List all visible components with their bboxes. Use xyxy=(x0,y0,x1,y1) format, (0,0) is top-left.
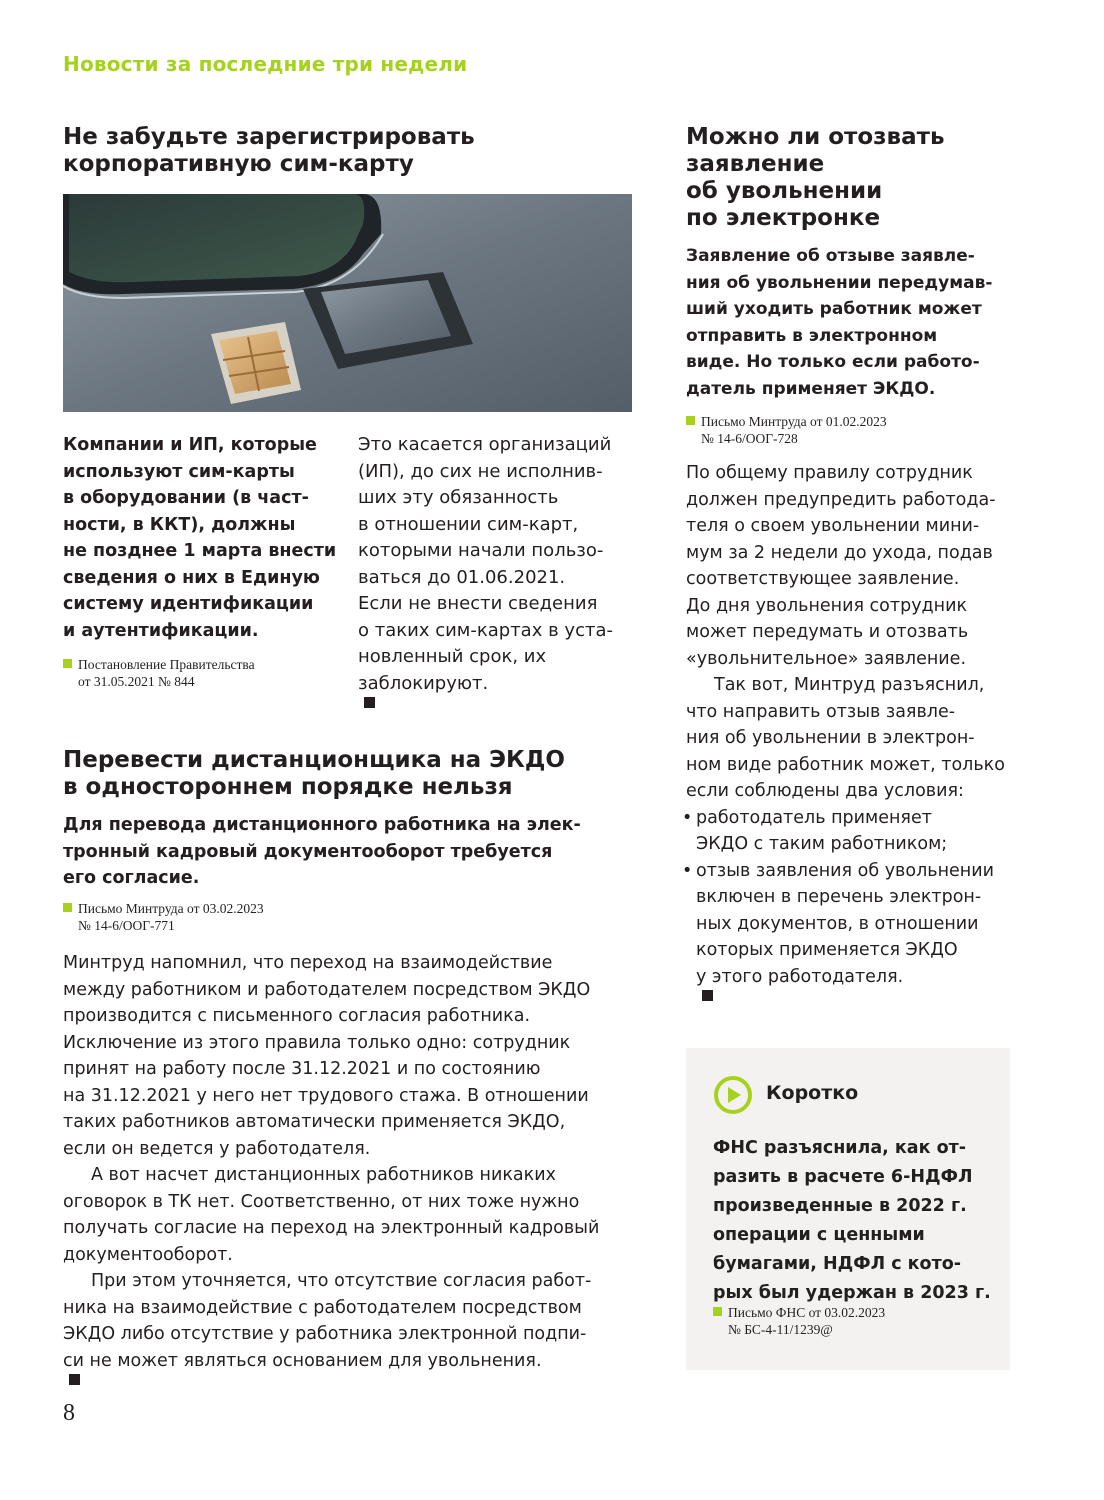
dismissal-article-title xyxy=(686,124,945,232)
lead-line: Для перевода дистанционного работника на элек- xyxy=(63,815,581,835)
green-square-icon xyxy=(686,416,695,425)
body-line: которыми начали пользо- xyxy=(358,540,604,561)
body-line: До дня увольнения сотрудник xyxy=(686,595,968,616)
lead-line: и аутентификации. xyxy=(63,620,259,641)
body-line: что направить отзыв заявле- xyxy=(686,701,956,722)
end-of-article-mark xyxy=(702,990,713,1001)
dismissal-reference xyxy=(686,413,887,447)
page-number: 8 xyxy=(63,1400,75,1426)
ekdo-body xyxy=(63,950,599,1385)
lead-line: виде. Но только если работо- xyxy=(686,352,980,372)
title-line: Не забудьте зарегистрировать xyxy=(63,124,475,150)
body-line: на 31.12.2021 у него нет трудового стажа. В отношении xyxy=(63,1085,589,1106)
body-line: По общему правилу сотрудник xyxy=(686,463,973,483)
lead-line: его согласие. xyxy=(63,868,200,888)
body-line: Исключение из этого правила только одно: сотрудник xyxy=(63,1032,571,1053)
short-box-reference xyxy=(713,1304,885,1338)
lead-line: Компании и ИП, которые xyxy=(63,435,317,455)
body-line: может передумать и отозвать xyxy=(686,622,969,642)
title-line: по электронке xyxy=(686,205,881,231)
body-line-last xyxy=(63,1348,599,1386)
body-line: ваться до 01.06.2021. xyxy=(358,566,566,588)
short-news-box xyxy=(686,1048,1010,1370)
reference-line: № БС-4-11/1239@ xyxy=(728,1322,833,1337)
end-of-article-mark xyxy=(364,697,375,708)
body-line: включен в перечень электрон- xyxy=(696,887,982,907)
lead-line: ния об увольнении передумав- xyxy=(686,272,993,293)
green-square-icon xyxy=(63,903,72,912)
body-line: получать согласие на переход на электронный кадровый xyxy=(63,1218,600,1238)
sim-body xyxy=(358,432,613,708)
text-line: произведенные в 2022 г. xyxy=(713,1196,967,1216)
body-line: Так вот, Минтруд разъяснил, xyxy=(714,675,985,695)
reference-line: Письмо Минтруда от 01.02.2023 xyxy=(701,414,887,429)
body-line-last xyxy=(358,671,613,709)
body-line: таких работников автоматически применяется ЭКДО, xyxy=(63,1112,566,1132)
reference-line: № 14-6/ООГ-771 xyxy=(78,918,175,933)
ekdo-article-title xyxy=(63,747,565,801)
title-line: Можно ли отозвать xyxy=(686,124,945,150)
body-line: А вот насчет дистанционных работников никаких xyxy=(91,1165,556,1185)
body-line-last xyxy=(686,964,1005,1002)
body-line: у этого работодателя. xyxy=(696,966,904,987)
reference-line: Письмо Минтруда от 03.02.2023 xyxy=(78,901,264,916)
title-line: корпоративную сим-карту xyxy=(63,151,414,177)
text-line: бумагами, НДФЛ с кото- xyxy=(713,1254,962,1274)
body-line: ном виде работник может, только xyxy=(686,754,1005,775)
text-line: рых был удержан в 2023 г. xyxy=(713,1283,991,1303)
body-line: ЭКДО с таким работником; xyxy=(696,834,948,854)
body-line: ния об увольнении в электрон- xyxy=(686,728,975,748)
body-line: «увольнительное» заявление. xyxy=(686,648,967,669)
reference-line: № 14-6/ООГ-728 xyxy=(701,431,798,446)
body-line: соответствующее заявление. xyxy=(686,569,960,589)
body-line: новленный срок, их xyxy=(358,646,547,667)
body-line: ЭКДО либо отсутствие у работника электронной подпи- xyxy=(63,1324,587,1344)
bullet-item: • работодатель применяет xyxy=(682,805,1005,832)
sim-article-title xyxy=(63,124,475,178)
text-line: ФНС разъяснила, как от- xyxy=(713,1138,967,1158)
lead-line: не позднее 1 марта внести xyxy=(63,541,337,561)
body-line: о таких сим-картах в уста- xyxy=(358,619,613,641)
title-line: заявление xyxy=(686,151,825,177)
body-line: ших эту обязанность xyxy=(358,487,559,508)
lead-line: ший уходить работник может xyxy=(686,299,982,319)
body-line: если соблюдены два условия: xyxy=(686,781,964,801)
lead-line: тронный кадровый документооборот требуется xyxy=(63,841,553,862)
sim-card-photo xyxy=(63,194,632,412)
body-line: Минтруд напомнил, что переход на взаимодействие xyxy=(63,953,553,973)
title-line: в одностороннем порядке нельзя xyxy=(63,774,513,800)
sim-reference xyxy=(63,656,255,690)
body-line: если он ведется у работодателя. xyxy=(63,1138,371,1159)
lead-line: ности, в ККТ), должны xyxy=(63,514,296,535)
body-line: в отношении сим-карт, xyxy=(358,513,579,535)
reference-line: Письмо ФНС от 03.02.2023 xyxy=(728,1305,886,1320)
body-line: теля о своем увольнении мини- xyxy=(686,516,980,536)
ekdo-lead xyxy=(63,812,581,892)
dismissal-lead xyxy=(686,243,992,402)
end-of-article-mark xyxy=(69,1374,80,1385)
title-line: Перевести дистанционщика на ЭКДО xyxy=(63,747,565,773)
body-line: которых применяется ЭКДО xyxy=(696,940,958,960)
body-line: Если не внести сведения xyxy=(358,593,598,614)
body-line: си не может являться основанием для увольнения. xyxy=(63,1350,542,1371)
green-square-icon xyxy=(63,659,72,668)
title-line: об увольнении xyxy=(686,178,883,204)
body-line: документооборот. xyxy=(63,1244,233,1265)
body-line: производится с письменного согласия работника. xyxy=(63,1006,531,1026)
body-line: мум за 2 недели до ухода, подав xyxy=(686,542,993,563)
sim-tray-illustration xyxy=(63,194,632,412)
green-square-icon xyxy=(713,1307,722,1316)
lead-line: сведения о них в Единую xyxy=(63,567,320,588)
short-box-label: Коротко xyxy=(766,1082,859,1104)
body-line: ника на взаимодействие с работодателем посредством xyxy=(63,1297,582,1318)
text-line: операции с ценными xyxy=(713,1225,925,1245)
reference-line: от 31.05.2021 № 844 xyxy=(78,674,195,689)
body-line: Это касается организаций xyxy=(358,434,612,455)
lead-line: отправить в электронном xyxy=(686,325,938,346)
bullet-item: • отзыв заявления об увольнении xyxy=(682,858,1005,885)
body-line: заблокируют. xyxy=(358,672,489,694)
text-line: разить в расчете 6-НДФЛ xyxy=(713,1167,973,1187)
lead-line: используют сим-карты xyxy=(63,461,295,482)
reference-line: Постановление Правительства xyxy=(78,657,255,672)
short-box-text xyxy=(713,1134,991,1308)
sim-lead xyxy=(63,432,336,644)
body-line: принят на работу после 31.12.2021 и по состоянию xyxy=(63,1059,541,1079)
play-icon xyxy=(713,1075,753,1115)
body-line: должен предупредить работода- xyxy=(686,489,996,510)
body-line: (ИП), до сих не исполнив- xyxy=(358,460,603,482)
section-label: Новости за последние три недели xyxy=(63,52,468,76)
body-line: ных документов, в отношении xyxy=(696,913,979,934)
body-line: между работником и работодателем посредством ЭКДО xyxy=(63,979,591,1000)
dismissal-body xyxy=(686,460,1005,1001)
ekdo-reference xyxy=(63,900,264,934)
lead-line: Заявление об отзыве заявле- xyxy=(686,246,975,266)
body-line: При этом уточняется, что отсутствие согласия работ- xyxy=(91,1271,592,1291)
lead-line: в оборудовании (в част- xyxy=(63,488,309,508)
body-line: оговорок в ТК нет. Соответственно, от них тоже нужно xyxy=(63,1191,580,1212)
lead-line: систему идентификации xyxy=(63,594,314,614)
lead-line: датель применяет ЭКДО. xyxy=(686,378,936,399)
